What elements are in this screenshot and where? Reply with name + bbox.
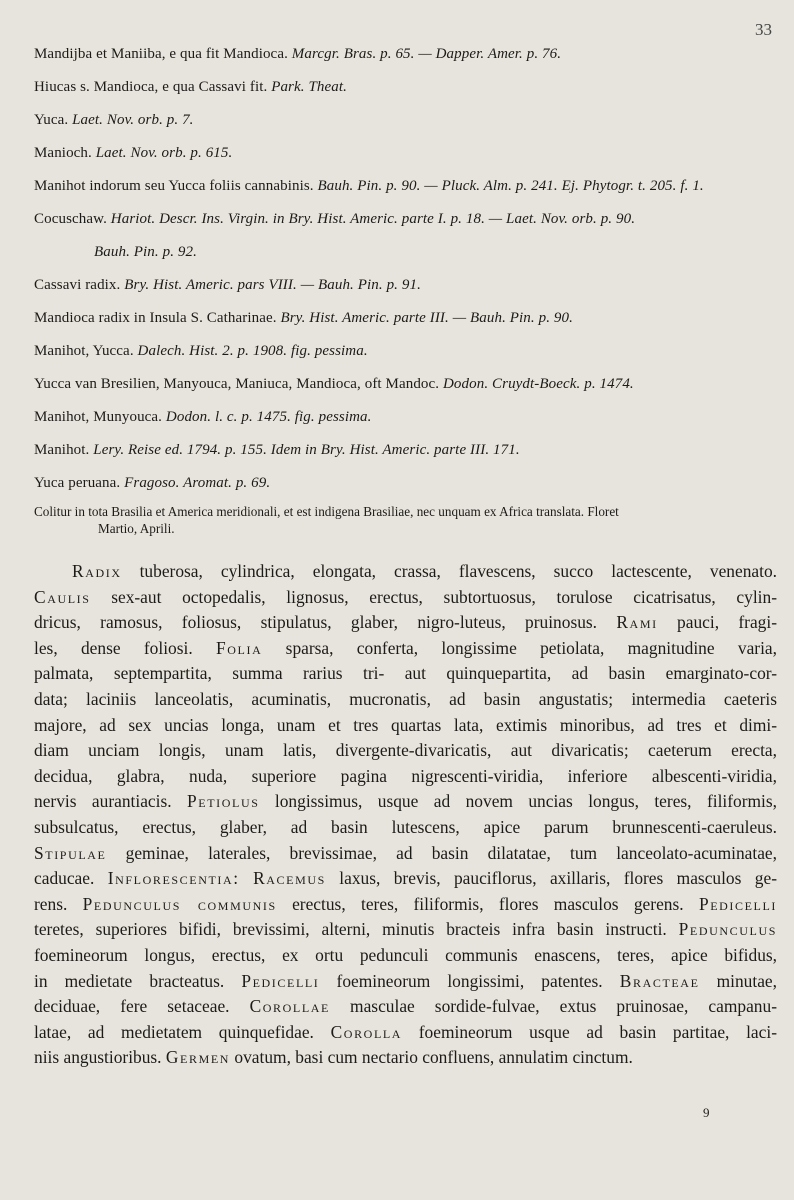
signature-mark: 9 [703, 1105, 710, 1120]
synonym-entry [34, 178, 779, 211]
description-text: geminae, laterales, brevissimae, ad basin dilatatae, tum lanceolato-acuminatae, [106, 842, 777, 863]
synonym-entry [34, 343, 779, 376]
description-text: rens. [34, 893, 83, 914]
synonym-entry [34, 79, 779, 112]
description-text: deciduae, fere setaceae. [34, 996, 250, 1017]
description-line [34, 764, 777, 790]
term-heading: Petiolus [187, 791, 260, 812]
description-line [34, 815, 777, 841]
description-text: longissimus, usque ad novem uncias longus, teres, filiformis, [259, 791, 777, 812]
description-text: caducae. [34, 868, 108, 889]
term-heading: Stipulae [34, 842, 107, 863]
description-line [34, 687, 777, 713]
term-heading: Bracteae [619, 970, 700, 991]
description-text: niis angustioribus. [34, 1047, 166, 1068]
synonym-reference: Marcgr. Bras. p. 65. — Dapper. Amer. p. 76. [291, 46, 562, 62]
description-line [34, 559, 777, 585]
synonym-reference: Hariot. Descr. Ins. Virgin. in Bry. Hist. Americ. parte I. p. 18. — Laet. Nov. orb. p. 90. [110, 211, 636, 227]
synonym-name: Manioch. [34, 145, 92, 161]
description-text: palmata, septempartita, summa rarius tri- aut quinquepartita, ad basin emarginato-cor- [34, 663, 777, 684]
term-heading: Germen [165, 1047, 231, 1068]
term-heading: Folia [216, 637, 263, 658]
description-text: subsulcatus, erectus, glaber, ad basin lutescens, apice parum brunnescenti-caeruleus. [34, 816, 777, 837]
description-text: decidua, glabra, nuda, superiore pagina nigrescenti-viridia, inferiore albescenti-viridia, [34, 765, 777, 786]
synonym-name: Hiucas s. Mandioca, e qua Cassavi fit. [34, 79, 268, 95]
synonym-reference: Laet. Nov. orb. p. 7. [72, 112, 194, 128]
term-heading: Rami [616, 612, 658, 633]
synonym-name: Yuca. [34, 112, 69, 128]
synonym-entry [34, 145, 779, 178]
synonym-name: Manihot, Munyouca. [34, 409, 163, 425]
description-text: laxus, brevis, pauciflorus, axillaris, flores masculos ge- [325, 868, 777, 889]
synonym-reference: Fragoso. Aromat. p. 69. [124, 475, 271, 491]
term-heading: Radix [72, 561, 122, 581]
description-text: les, dense foliosi. [34, 637, 217, 658]
description-text: diam unciam longis, unam latis, divergente-divaricatis, aut divaricatis; caeterum erecta, [34, 740, 777, 761]
description-text: majore, ad sex uncias longa, unam et tres quartas lata, extimis minoribus, ad tres et dimi- [34, 714, 777, 735]
description-text: nervis aurantiacis. [34, 791, 188, 812]
description-text: sex-aut octopedalis, lignosus, erectus, subtortuosus, torulose cicatrisatus, cylin- [90, 586, 777, 607]
description-line [34, 969, 777, 995]
synonym-entry [34, 376, 779, 409]
description-line [34, 841, 777, 867]
description-line [34, 917, 777, 943]
synonym-name: Cassavi radix. [34, 277, 121, 293]
synonym-name: Manihot. [34, 442, 90, 458]
synonym-entry [34, 46, 779, 79]
description-text: teretes, superiores bifidi, brevissimi, alterni, minutis bracteis infra basin instructi. [34, 919, 679, 940]
habitat-line-1: Colitur in tota Brasilia et America meridionali, et est indigena Brasiliae, nec unquam ex Africa translata. Floret [34, 504, 619, 519]
synonym-name: Manihot indorum seu Yucca foliis cannabinis. [34, 178, 314, 194]
description-text: dricus, ramosus, foliosus, stipulatus, glaber, nigro-luteus, pruinosus. [34, 612, 617, 633]
synonym-list [34, 46, 779, 508]
description-text: in medietate bracteatus. [34, 970, 242, 991]
description-line [34, 738, 777, 764]
term-heading: Pedunculus [678, 919, 777, 940]
term-heading: Pedicelli [241, 970, 320, 991]
description-line [34, 636, 777, 662]
synonym-name: Yuca peruana. [34, 475, 121, 491]
description-text [240, 868, 253, 888]
description-text: data; laciniis lanceolatis, acuminatis, mucronatis, ad basin angustatis; intermedia caeteris [34, 688, 777, 709]
term-heading: Inflorescentia: [107, 868, 240, 889]
synonym-reference: Bry. Hist. Americ. parte III. — Bauh. Pin. p. 90. [280, 310, 573, 326]
description-text: foemineorum usque ad basin partitae, laci- [402, 1021, 777, 1042]
synonym-entry [34, 310, 779, 343]
synonym-reference: Lery. Reise ed. 1794. p. 155. Idem in Bry. Hist. Americ. parte III. 171. [93, 442, 520, 458]
description-text: ovatum, basi cum nectario confluens, annulatim cinctum. [230, 1047, 633, 1068]
description-text: erectus, teres, filiformis, flores masculos gerens. [276, 893, 699, 914]
description-line [34, 943, 777, 969]
description-line [34, 713, 777, 739]
synonym-entry [34, 277, 779, 310]
synonym-reference-continued: Bauh. Pin. p. 92. [94, 244, 197, 260]
synonym-reference: Dalech. Hist. 2. p. 1908. fig. pessima. [137, 343, 368, 359]
habitat-note [34, 503, 779, 537]
description-line [34, 585, 777, 611]
synonym-name: Mandijba et Maniiba, e qua fit Mandioca. [34, 46, 288, 62]
term-heading: Pedicelli [698, 893, 777, 914]
synonym-name: Yucca van Bresilien, Manyouca, Maniuca, Mandioca, oft Mandoc. [34, 376, 440, 392]
description-paragraph [34, 559, 777, 1071]
description-line [34, 866, 777, 892]
synonym-entry [34, 442, 779, 475]
description-text: foemineorum longus, erectus, ex ortu pedunculi communis enascens, teres, apice bifidus, [34, 944, 777, 965]
term-heading: Pedunculus communis [82, 893, 277, 914]
term-heading: Caulis [34, 586, 91, 607]
description-text: sparsa, conferta, longissime petiolata, magnitudine varia, [262, 637, 777, 658]
description-text: latae, ad medietatem quinquefidae. [34, 1021, 331, 1042]
synonym-reference: Dodon. Cruydt-Boeck. p. 1474. [443, 376, 634, 392]
term-heading: Corolla [330, 1021, 403, 1042]
synonym-reference: Dodon. l. c. p. 1475. fig. pessima. [165, 409, 372, 425]
synonym-reference: Park. Theat. [271, 79, 347, 95]
description-line [34, 1045, 777, 1071]
term-heading: Racemus [253, 868, 326, 889]
description-line [34, 892, 777, 918]
description-text: pauci, fragi- [657, 612, 777, 633]
description-line [34, 661, 777, 687]
synonym-name: Cocuschaw. [34, 211, 107, 227]
description-text: minutae, [699, 970, 777, 991]
synonym-name: Manihot, Yucca. [34, 343, 134, 359]
synonym-entry [34, 211, 779, 261]
synonym-reference: Bry. Hist. Americ. pars VIII. — Bauh. Pin. p. 91. [124, 277, 421, 293]
page-number: 33 [755, 20, 772, 39]
description-text: tuberosa, cylindrica, elongata, crassa, flavescens, succo lactescente, venenato. [121, 561, 777, 581]
description-text: masculae sordide-fulvae, extus pruinosae, campanu- [330, 996, 777, 1017]
description-line [34, 610, 777, 636]
synonym-name: Mandioca radix in Insula S. Catharinae. [34, 310, 277, 326]
description-line [34, 1020, 777, 1046]
description-text: foemineorum longissimi, patentes. [319, 970, 620, 991]
synonym-reference: Laet. Nov. orb. p. 615. [95, 145, 233, 161]
description-line [34, 789, 777, 815]
synonym-reference: Bauh. Pin. p. 90. — Pluck. Alm. p. 241. Ej. Phytogr. t. 205. f. 1. [317, 178, 704, 194]
term-heading: Corollae [249, 996, 330, 1017]
description-line [34, 994, 777, 1020]
synonym-entry [34, 409, 779, 442]
synonym-entry [34, 112, 779, 145]
habitat-line-2: Martio, Aprili. [98, 521, 175, 536]
